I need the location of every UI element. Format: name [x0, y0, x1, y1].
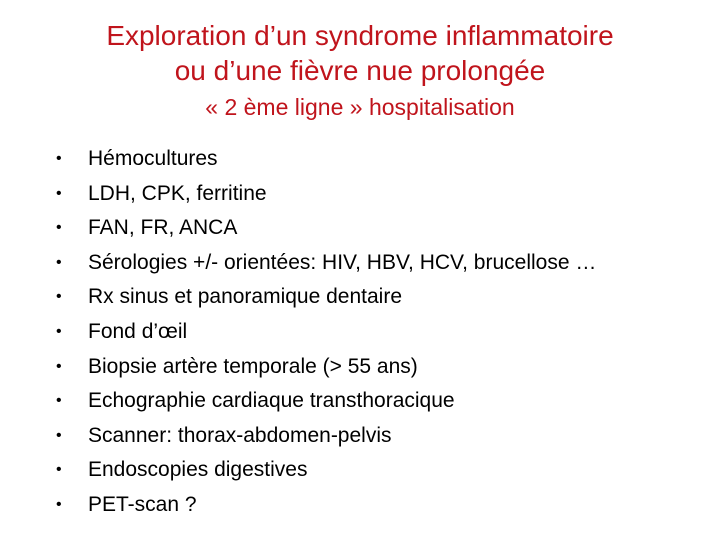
list-item-text: Endoscopies digestives — [88, 458, 308, 482]
list-item-text: Biopsie artère temporale (> 55 ans) — [88, 354, 418, 378]
bullet-icon: • — [56, 150, 62, 167]
bullet-icon: • — [56, 495, 62, 513]
bullet-icon: • — [56, 184, 62, 202]
list-item — [56, 453, 596, 488]
list-item — [56, 350, 596, 385]
bullet-icon: • — [56, 392, 62, 410]
list-item-text: Sérologies +/- orientées: HIV, HBV, HCV, brucellose … — [88, 250, 597, 274]
bullet-icon: • — [56, 219, 62, 237]
list-item — [56, 246, 596, 281]
bullet-icon: • — [56, 322, 62, 340]
bullet-list — [56, 142, 596, 523]
list-item — [56, 177, 596, 212]
list-item-text: Fond d’œil — [88, 319, 188, 343]
list-item — [56, 419, 596, 454]
bullet-icon: • — [56, 461, 62, 479]
bullet-icon: • — [56, 253, 62, 271]
title-line-1: Exploration d’un syndrome inflammatoire — [106, 20, 614, 51]
list-item — [56, 142, 596, 177]
list-item — [56, 384, 596, 419]
list-item — [56, 280, 596, 315]
list-item-text: FAN, FR, ANCA — [88, 216, 238, 240]
list-item — [56, 315, 596, 350]
list-item-text: Rx sinus et panoramique dentaire — [88, 285, 403, 309]
list-item-text: Hémocultures — [88, 147, 218, 170]
list-item-text: LDH, CPK, ferritine — [88, 181, 267, 205]
slide-subtitle: « 2 ème ligne » hospitalisation — [205, 94, 515, 120]
list-item-text: PET-scan ? — [88, 492, 197, 516]
title-line-2: ou d’une fièvre nue prolongée — [174, 55, 546, 86]
list-item — [56, 211, 596, 246]
list-item-text: Echographie cardiaque transthoracique — [88, 389, 455, 413]
bullet-icon: • — [56, 288, 62, 306]
list-item — [56, 488, 596, 523]
bullet-icon: • — [56, 357, 62, 375]
slide-title — [0, 18, 720, 88]
list-item-text: Scanner: thorax-abdomen-pelvis — [88, 423, 392, 447]
bullet-icon: • — [56, 426, 62, 444]
